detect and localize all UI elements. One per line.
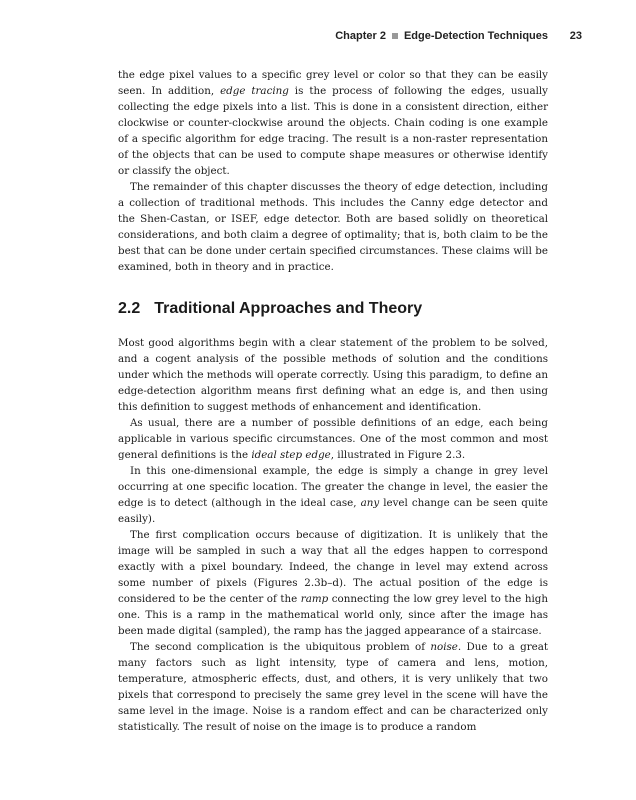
term-edge-tracing: edge tracing [220, 85, 289, 97]
paragraph-7-part-a: The second complication is the ubiquitous problem of [130, 641, 431, 653]
running-header [118, 28, 582, 46]
paragraph-1-part-b: is the process of following the edges, usually collecting the edge pixels into a list. This is done in a consistent direction, either clockwise or counter-clockwise around the objects. Chain coding is one example of a specific algorithm for edge tracing. The result is a non-raster representation of the objects that can be used to compute shape measures or otherwise identify or classify the object. [118, 85, 548, 177]
term-noise: noise. [430, 641, 462, 653]
paragraph-4-part-b: , illustrated in Figure 2.3. [330, 449, 466, 461]
paragraph-6 [118, 527, 548, 639]
paragraph-7 [118, 639, 548, 735]
term-any: any [360, 497, 380, 509]
paragraph-4 [118, 415, 548, 463]
paragraph-5 [118, 463, 548, 527]
paragraph-1 [118, 67, 548, 179]
page-number: 23 [569, 30, 582, 42]
section-heading [118, 301, 548, 317]
chapter-number: Chapter 2 [335, 30, 386, 42]
paragraph-3: Most good algorithms begin with a clear statement of the problem to be solved, and a cogent analysis of the possible methods of solution and the conditions under which the methods will operate correctly. Using this paradigm, to define an edge-detection algorithm means first defining what an edge is, and then using this definition to suggest methods of enhancement and identification. [118, 337, 548, 413]
paragraph-1-part-a: the edge pixel values to a specific grey level or color so that they can be easily seen. In addition, [118, 69, 548, 97]
paragraph-4-part-a: As usual, there are a number of possible definitions of an edge, each being applicable in various specific circumstances. One of the most common and most general definitions is the [118, 417, 548, 461]
paragraph-2: The remainder of this chapter discusses the theory of edge detection, including a collection of traditional methods. This includes the Canny edge detector and the Shen-Castan, or ISEF, edge detector. Both are based solidly on theoretical considerations, and both claim a degree of optimality; that is, both claim to be the best that can be done under certain specified circumstances. These claims will be examined, both in theory and in practice. [118, 181, 549, 273]
term-ramp: ramp [300, 593, 329, 605]
body-text [118, 67, 548, 735]
paragraph-6-part-b: connecting the low grey level to the high one. This is a ramp in the mathematical world only, since after the image has been made digital (sampled), the ramp has the jagged appearance of a staircase. [118, 593, 548, 637]
section-title: Traditional Approaches and Theory [154, 300, 423, 317]
paragraph-5-part-a: In this one-dimensional example, the edge is simply a change in grey level occurring at one specific location. The greater the change in level, the easier the edge is to detect (although in the ideal case, [118, 465, 548, 509]
term-ideal-step-edge: ideal step edge [251, 449, 331, 461]
paragraph-6-part-a: The first complication occurs because of digitization. It is unlikely that the image will be sampled in such a way that all the edges happen to correspond exactly with a pixel boundary. Indeed, the change in level may extend across some number of pixels (Figures 2.3b–d). The actual position of the edge is considered to be the center of the [118, 529, 548, 605]
header-separator-icon [392, 33, 398, 39]
chapter-title: Edge-Detection Techniques [403, 30, 548, 42]
chapter-label [335, 30, 548, 42]
section-number: 2.2 [118, 300, 141, 317]
paragraph-5-part-b: level change can be seen quite easily). [118, 497, 548, 525]
paragraph-7-part-b: Due to a great many factors such as light intensity, type of camera and lens, motion, temperature, atmospheric effects, dust, and others, it is very unlikely that two pixels that correspond to precisely the same grey level in the scene will have the same level in the image. Noise is a random effect and can be characterized only statistically. The result of noise on the image is to produce a random [118, 641, 548, 733]
